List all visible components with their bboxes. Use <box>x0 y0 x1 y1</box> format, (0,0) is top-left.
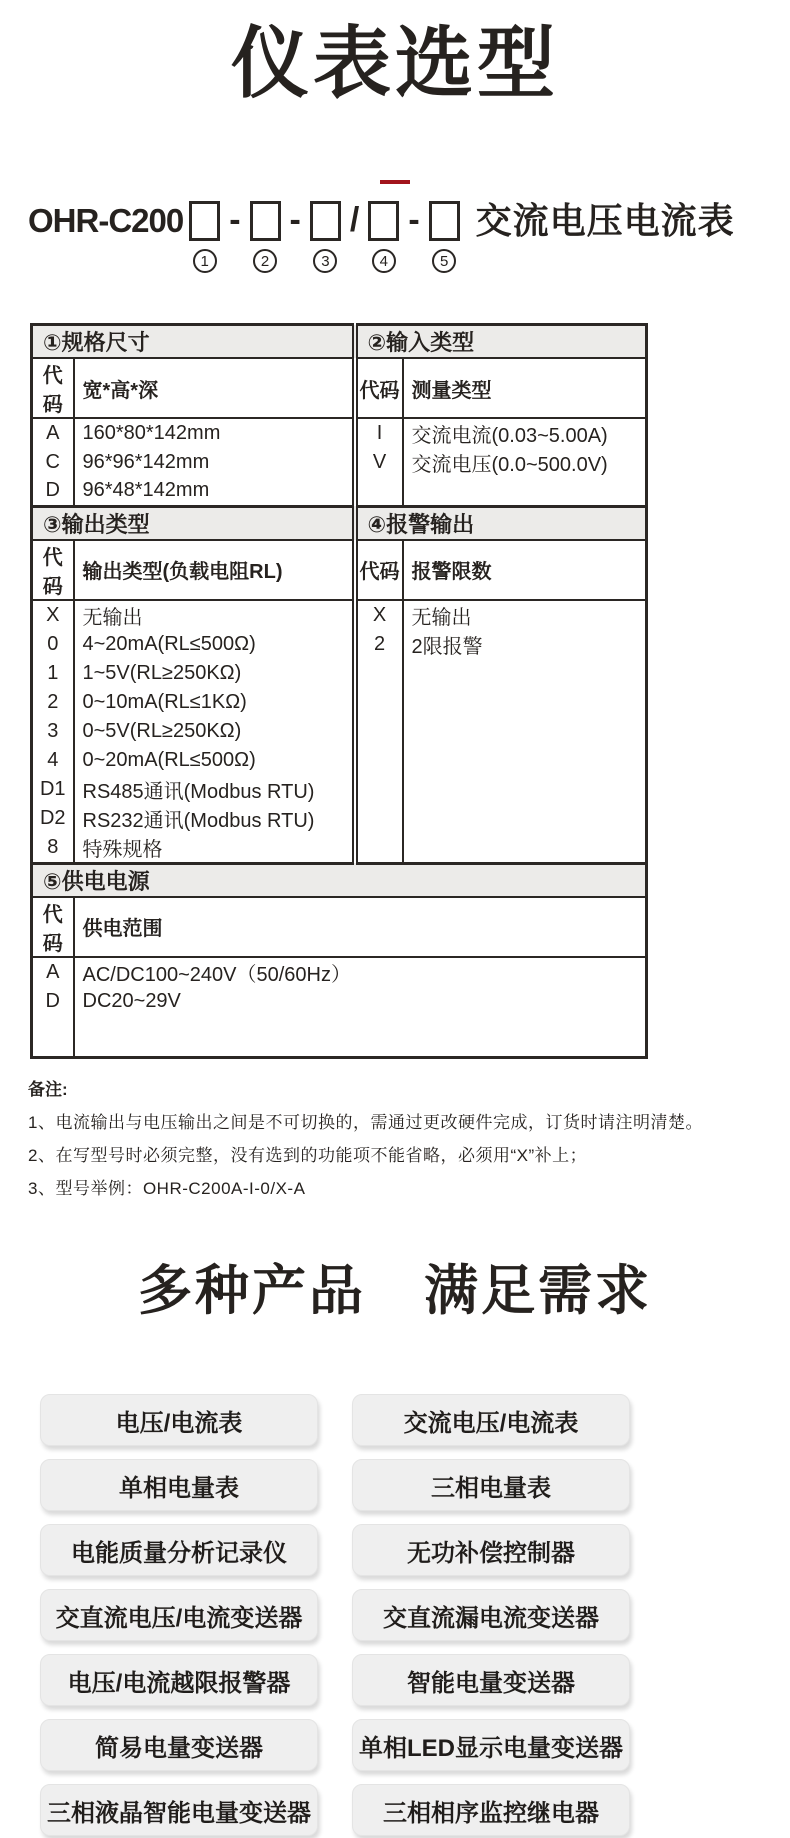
desc-cell: 0~10mA(RL≤1KΩ) <box>82 690 247 713</box>
products-heading-left: 多种产品 <box>138 1261 366 1321</box>
desc-cell: 特殊规格 <box>82 838 163 861</box>
empty-cell <box>355 477 403 506</box>
empty-cell <box>74 1016 647 1058</box>
model-dash: - <box>229 201 241 239</box>
code-cell: D <box>32 987 74 1016</box>
code-cell: 2 <box>355 630 403 659</box>
power-range-column-header: 供电范围 <box>74 897 647 957</box>
code-cell: 2 <box>32 688 74 717</box>
page-title: 仪表选型 <box>230 19 559 107</box>
product-button[interactable]: 无功补偿控制器 <box>352 1524 630 1576</box>
empty-cell <box>32 1016 74 1058</box>
circled-number-3: 3 <box>313 249 337 273</box>
model-box-4 <box>368 201 399 241</box>
code-cell: C <box>32 448 74 477</box>
table-row <box>32 600 647 630</box>
section-title-alarm-output: ④报警输出 <box>355 506 647 540</box>
code-cell: D2 <box>32 804 74 833</box>
desc-cell: RS232通讯(Modbus RTU) <box>82 809 315 832</box>
desc-cell: AC/DC100~240V（50/60Hz） <box>82 963 351 986</box>
section-title-output-type: ③输出类型 <box>32 506 355 540</box>
model-code-line <box>28 198 790 273</box>
empty-cell <box>355 659 403 688</box>
code-column-header: 代码 <box>355 540 403 600</box>
empty-cell <box>355 775 403 804</box>
model-slot-1 <box>189 198 220 273</box>
model-box-3 <box>310 201 341 241</box>
product-button[interactable]: 电能质量分析记录仪 <box>40 1524 318 1576</box>
table-row <box>32 659 647 688</box>
table-row <box>32 630 647 659</box>
desc-cell: 4~20mA(RL≤500Ω) <box>82 632 256 655</box>
code-cell: V <box>355 448 403 477</box>
empty-cell <box>403 717 647 746</box>
section-header-row <box>32 863 647 897</box>
desc-cell: 2限报警 <box>411 635 483 658</box>
column-header-row <box>32 897 647 957</box>
product-button[interactable]: 交流电压/电流表 <box>352 1394 630 1446</box>
desc-cell: 无输出 <box>411 606 472 629</box>
section-header-row <box>32 325 647 359</box>
table-row <box>32 1016 647 1058</box>
empty-cell <box>403 804 647 833</box>
model-slot-5 <box>429 198 460 273</box>
desc-cell: RS485通讯(Modbus RTU) <box>82 780 315 803</box>
table-row <box>32 957 647 987</box>
products-heading-right: 满足需求 <box>424 1261 652 1321</box>
product-button[interactable]: 电压/电流表 <box>40 1394 318 1446</box>
empty-cell <box>403 775 647 804</box>
products-heading <box>0 1260 790 1322</box>
model-box-2 <box>250 201 281 241</box>
model-box-1 <box>189 201 220 241</box>
table-row <box>32 746 647 775</box>
section-title-input-type: ②输入类型 <box>355 325 647 359</box>
output-type-column-header: 输出类型(负载电阻RL) <box>74 540 355 600</box>
product-button[interactable]: 三相液晶智能电量变送器 <box>40 1784 318 1836</box>
circled-number-4: 4 <box>372 249 396 273</box>
code-cell: D <box>32 477 74 506</box>
dimensions-column-header: 宽*高*深 <box>74 358 355 418</box>
empty-cell <box>355 688 403 717</box>
desc-cell: 160*80*142mm <box>82 422 221 444</box>
table-row <box>32 804 647 833</box>
code-cell: X <box>32 600 74 630</box>
model-dash: - <box>289 201 301 239</box>
column-header-row <box>32 358 647 418</box>
code-column-header: 代码 <box>32 358 74 418</box>
code-cell: 0 <box>32 630 74 659</box>
note-item: 3、型号举例：OHR-C200A-I-0/X-A <box>28 1179 306 1198</box>
desc-cell: 0~20mA(RL≤500Ω) <box>82 748 256 771</box>
circled-number-5: 5 <box>432 249 456 273</box>
table-row <box>32 688 647 717</box>
model-slot-3 <box>310 198 341 273</box>
code-cell: 3 <box>32 717 74 746</box>
model-product-name: 交流电压电流表 <box>475 200 735 241</box>
section-title-spec-size: ①规格尺寸 <box>32 325 355 359</box>
model-slash: / <box>349 201 360 239</box>
empty-cell <box>403 659 647 688</box>
table-row <box>32 987 647 1016</box>
product-button[interactable]: 三相电量表 <box>352 1459 630 1511</box>
notes-section <box>28 1079 790 1200</box>
product-button[interactable]: 智能电量变送器 <box>352 1654 630 1706</box>
code-column-header: 代码 <box>32 897 74 957</box>
table-row <box>32 418 647 448</box>
code-cell: 1 <box>32 659 74 688</box>
empty-cell <box>355 746 403 775</box>
column-header-row <box>32 540 647 600</box>
desc-cell: 交流电流(0.03~5.00A) <box>411 425 608 447</box>
code-column-header: 代码 <box>32 540 74 600</box>
model-slot-4 <box>368 198 399 273</box>
product-button-grid <box>40 1394 630 1836</box>
code-cell: 4 <box>32 746 74 775</box>
table-row <box>32 833 647 864</box>
desc-cell: 96*96*142mm <box>82 451 210 473</box>
circled-number-2: 2 <box>253 249 277 273</box>
desc-cell: 交流电压(0.0~500.0V) <box>411 454 608 476</box>
desc-cell: 无输出 <box>82 606 143 629</box>
desc-cell: DC20~29V <box>82 989 181 1012</box>
model-dash: - <box>408 201 420 239</box>
code-cell: A <box>32 418 74 448</box>
measure-type-column-header: 测量类型 <box>403 358 647 418</box>
section-header-row <box>32 506 647 540</box>
empty-cell <box>355 804 403 833</box>
desc-cell: 0~5V(RL≥250KΩ) <box>82 719 242 742</box>
table-row <box>32 775 647 804</box>
selection-table <box>30 323 648 1059</box>
product-button[interactable]: 三相相序监控继电器 <box>352 1784 630 1836</box>
code-cell: D1 <box>32 775 74 804</box>
alarm-limit-column-header: 报警限数 <box>403 540 647 600</box>
product-button[interactable]: 电压/电流越限报警器 <box>40 1654 318 1706</box>
model-box-5 <box>429 201 460 241</box>
model-slot-2 <box>250 198 281 273</box>
note-item: 2、在写型号时必须完整，没有选到的功能项不能省略，必须用“X”补上； <box>28 1146 588 1165</box>
red-dash-decoration <box>380 180 410 184</box>
empty-cell <box>403 477 647 506</box>
note-item: 1、电流输出与电压输出之间是不可切换的，需通过更改硬件完成，订货时请注明清楚。 <box>28 1113 703 1132</box>
empty-cell <box>355 833 403 864</box>
product-button[interactable]: 交直流漏电流变送器 <box>352 1589 630 1641</box>
desc-cell: 1~5V(RL≥250KΩ) <box>82 661 242 684</box>
product-button[interactable]: 交直流电压/电流变送器 <box>40 1589 318 1641</box>
notes-label: 备注: <box>28 1080 68 1099</box>
code-cell: I <box>355 418 403 448</box>
table-row <box>32 477 647 506</box>
empty-cell <box>355 717 403 746</box>
model-prefix: OHR-C200 <box>28 202 184 239</box>
empty-cell <box>403 688 647 717</box>
desc-cell: 96*48*142mm <box>82 479 210 502</box>
code-cell: X <box>355 600 403 630</box>
empty-cell <box>403 746 647 775</box>
table-row <box>32 717 647 746</box>
code-column-header: 代码 <box>355 358 403 418</box>
code-cell: 8 <box>32 833 74 864</box>
circled-number-1: 1 <box>193 249 217 273</box>
table-row <box>32 448 647 477</box>
product-button[interactable]: 单相电量表 <box>40 1459 318 1511</box>
product-button[interactable]: 简易电量变送器 <box>40 1719 318 1771</box>
product-button[interactable]: 单相LED显示电量变送器 <box>352 1719 630 1771</box>
code-cell: A <box>32 957 74 987</box>
empty-cell <box>403 833 647 864</box>
section-title-power-supply: ⑤供电电源 <box>32 863 647 897</box>
